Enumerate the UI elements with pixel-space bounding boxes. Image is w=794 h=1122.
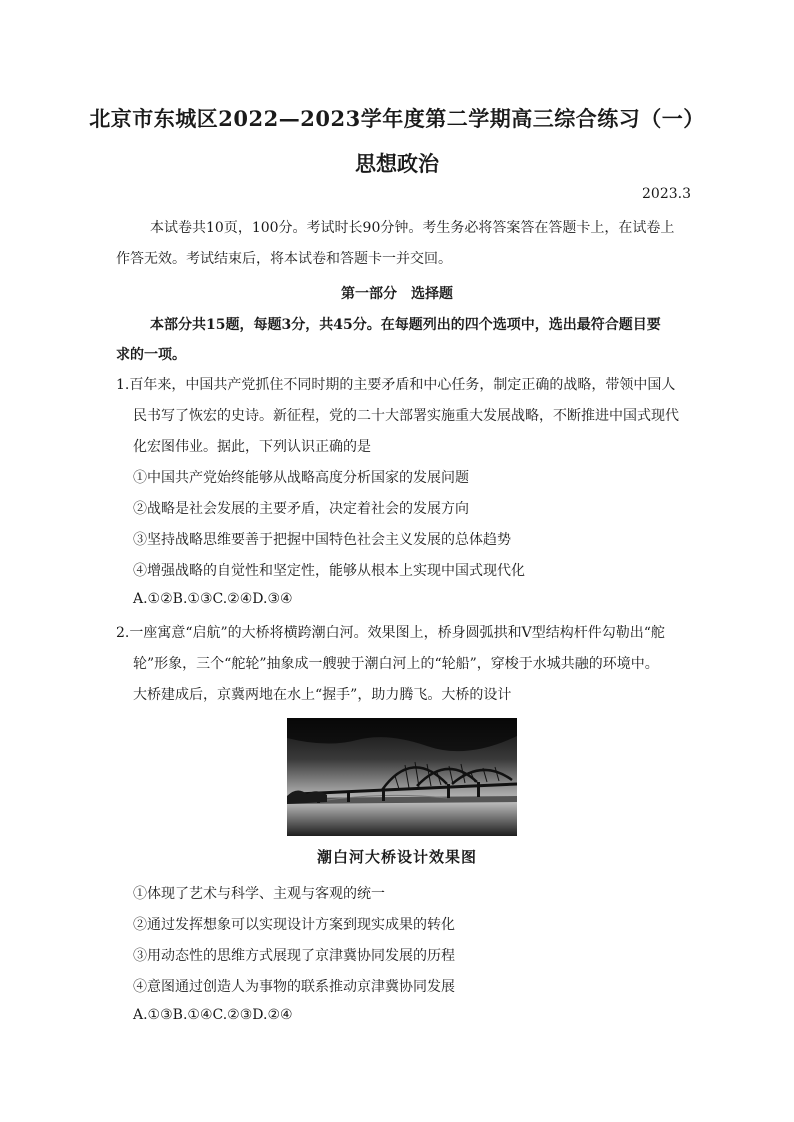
q1-stem-line-1: 1.百年来，中国共产党抓住不同时期的主要矛盾和中心任务，制定正确的战略，带领中国人 (116, 377, 676, 393)
q2-statement-2: ②通过发挥想象可以实现设计方案到现实成果的转化 (133, 917, 455, 933)
part1-heading: 第一部分 选择题 (341, 286, 453, 302)
q1-options: A.①②B.①③C.②④D.③④ (133, 591, 293, 607)
q2-stem-line-2: 轮”形象，三个“舵轮”抽象成一艘驶于潮白河上的“轮船”，穿梭于水城共融的环境中。 (133, 656, 659, 672)
part1-instruction-line-2: 求的一项。 (116, 347, 186, 363)
q2-stem-line-1: 2.一座寓意“启航”的大桥将横跨潮白河。效果图上，桥身圆弧拱和V型结构杆件勾勒出“舵 (116, 625, 665, 641)
q1-statement-2: ②战略是社会发展的主要矛盾，决定着社会的发展方向 (133, 501, 469, 517)
bridge-design-image (287, 718, 517, 836)
q2-statement-1: ①体现了艺术与科学、主观与客观的统一 (133, 886, 385, 902)
exam-date: 2023.3 (642, 186, 691, 202)
part1-instruction-line-1: 本部分共15题，每题3分，共45分。在每题列出的四个选项中，选出最符合题目要 (150, 317, 661, 333)
q1-statement-1: ①中国共产党始终能够从战略高度分析国家的发展问题 (133, 470, 469, 486)
q1-statement-3: ③坚持战略思维要善于把握中国特色社会主义发展的总体趋势 (133, 532, 511, 548)
q1-stem-line-2: 民书写了恢宏的史诗。新征程，党的二十大部署实施重大发展战略，不断推进中国式现代 (133, 408, 679, 424)
q1-stem-line-3: 化宏图伟业。据此，下列认识正确的是 (133, 439, 371, 455)
q1-statement-4: ④增强战略的自觉性和坚定性，能够从根本上实现中国式现代化 (133, 563, 525, 579)
q2-options: A.①③B.①④C.②③D.②④ (133, 1007, 293, 1023)
q2-stem-line-3: 大桥建成后，京冀两地在水上“握手”，助力腾飞。大桥的设计 (133, 687, 512, 703)
q2-statement-4: ④意图通过创造人为事物的联系推动京津冀协同发展 (133, 979, 455, 995)
q2-statement-3: ③用动态性的思维方式展现了京津冀协同发展的历程 (133, 948, 455, 964)
subject-title: 思想政治 (355, 151, 439, 176)
figure-caption: 潮白河大桥设计效果图 (316, 848, 477, 866)
intro-line-2: 作答无效。考试结束后，将本试卷和答题卡一并交回。 (116, 251, 452, 267)
exam-title: 北京市东城区2022—2023学年度第二学期高三综合练习（一） (89, 106, 705, 131)
intro-line-1: 本试卷共10页，100分。考试时长90分钟。考生务必将答案答在答题卡上，在试卷上 (150, 220, 675, 236)
